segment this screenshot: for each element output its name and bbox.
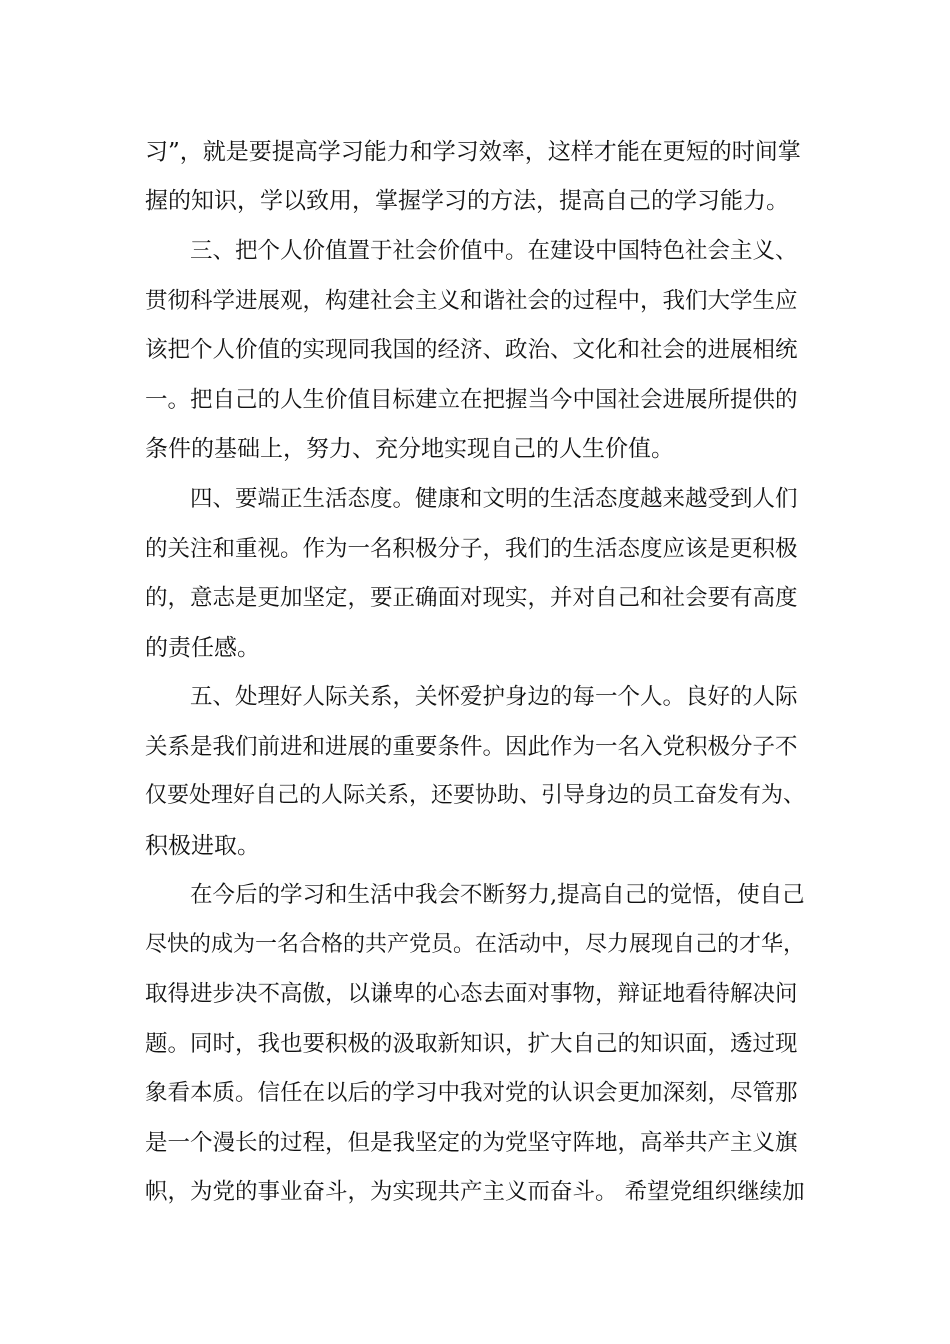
text-line: 的关注和重视。作为一名积极分子，我们的生活态度应该是更积极	[145, 536, 798, 562]
paragraph-first-line: 五、处理好人际关系，关怀爱护身边的每一个人。良好的人际	[190, 684, 798, 710]
text-line: 的，意志是更加坚定，要正确面对现实，并对自己和社会要有高度	[145, 585, 798, 611]
text-line: 握的知识，学以致用，掌握学习的方法，提高自己的学习能力。	[145, 188, 789, 214]
text-line: 帜，为党的事业奋斗，为实现共产主义而奋斗。 希望党组织继续加	[145, 1179, 805, 1205]
paragraph-first-line: 在今后的学习和生活中我会不断努力,提高自己的觉悟，使自己	[190, 882, 805, 908]
text-line: 贯彻科学进展观，构建社会主义和谐社会的过程中，我们大学生应	[145, 288, 798, 314]
paragraph-first-line: 三、把个人价值置于社会价值中。在建设中国特色社会主义、	[190, 238, 798, 264]
text-line: 是一个漫长的过程，但是我坚定的为党坚守阵地，高举共产主义旗	[145, 1130, 798, 1156]
text-line: 尽快的成为一名合格的共产党员。在活动中，尽力展现自己的才华，	[145, 932, 806, 957]
text-line: 条件的基础上，努力、充分地实现自己的人生价值。	[145, 436, 674, 462]
text-line: 象看本质。信任在以后的学习中我对党的认识会更加深刻，尽管那	[145, 1080, 798, 1106]
text-line: 仅要处理好自己的人际关系，还要协助、引导身边的员工奋发有为、	[145, 783, 806, 808]
text-line: 关系是我们前进和进展的重要条件。因此作为一名入党积极分子不	[145, 734, 798, 760]
text-line: 的责任感。	[145, 635, 260, 661]
text-line: 习”，就是要提高学习能力和学习效率，这样才能在更短的时间掌	[145, 139, 801, 165]
paragraph-first-line: 四、要端正生活态度。健康和文明的生活态度越来越受到人们	[190, 486, 798, 512]
text-line: 该把个人价值的实现同我国的经济、政治、文化和社会的进展相统	[145, 337, 798, 363]
text-line: 积极进取。	[145, 833, 260, 859]
text-line: 题。同时，我也要积极的汲取新知识，扩大自己的知识面，透过现	[145, 1031, 798, 1057]
text-line: 取得进步决不高傲，以谦卑的心态去面对事物，辩证地看待解决问	[145, 981, 798, 1007]
text-line: 一。把自己的人生价值目标建立在把握当今中国社会进展所提供的	[145, 387, 798, 413]
